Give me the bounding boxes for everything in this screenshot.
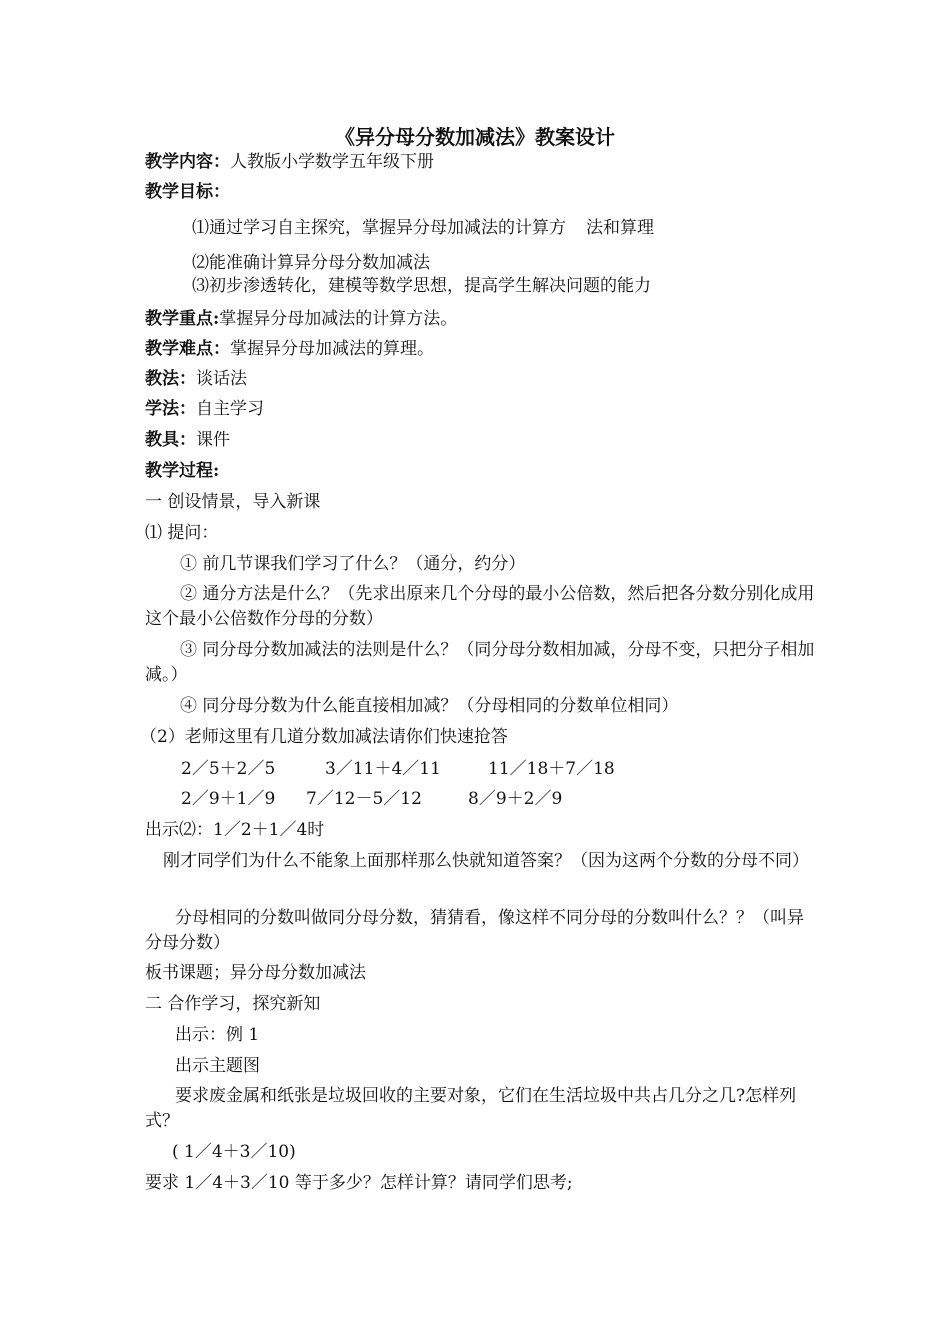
show-theme-image: 出示主题图 bbox=[175, 1056, 260, 1076]
page-title: 《异分母分数加减法》教案设计 bbox=[335, 125, 615, 149]
quick-answer-prompt: （2）老师这里有几道分数加减法请你们快速抢答 bbox=[140, 727, 508, 747]
content-label: 教学内容： bbox=[145, 152, 230, 172]
paragraph-3: 要求废金属和纸张是垃圾回收的主要对象，它们在生活垃圾中共占几分之几?怎样列式？ bbox=[145, 1086, 797, 1131]
process-label: 教学过程: bbox=[145, 461, 220, 481]
difficulty-line bbox=[145, 337, 434, 361]
goals-label: 教学目标： bbox=[145, 182, 230, 202]
key-value: 掌握异分母加减法的计算方法。 bbox=[219, 309, 458, 329]
question-4: ④ 同分母分数为什么能直接相加减？（分母相同的分数单位相同） bbox=[180, 696, 679, 716]
question-3: ③ 同分母分数加减法的法则是什么？（同分母分数相加减，分母不变，只把分子相加减。） bbox=[145, 640, 815, 685]
tools-line bbox=[145, 428, 230, 452]
section1-heading: 一 创设情景，导入新课 bbox=[145, 492, 321, 512]
formula-line: ( 1／4＋3／10) bbox=[172, 1142, 296, 1162]
key-label: 教学重点: bbox=[145, 309, 220, 329]
show-example-2: 出示⑵：1／2＋1／4时 bbox=[145, 820, 325, 840]
key-line bbox=[145, 307, 457, 331]
study-value: 自主学习 bbox=[196, 399, 264, 419]
goal-item-1-cont: 法和算理 bbox=[586, 218, 654, 238]
tools-value: 课件 bbox=[196, 430, 230, 450]
difficulty-value: 掌握异分母加减法的算理。 bbox=[230, 339, 434, 359]
goal-item-1 bbox=[192, 216, 654, 240]
paragraph-1: 刚才同学们为什么不能象上面那样那么快就知道答案？（因为这两个分数的分母不同） bbox=[163, 851, 809, 871]
exercise-2-3: 8／9＋2／9 bbox=[468, 789, 563, 809]
board-title: 板书课题；异分母分数加减法 bbox=[145, 963, 366, 983]
section2-heading: 二 合作学习，探究新知 bbox=[145, 994, 321, 1014]
study-label: 学法： bbox=[145, 399, 196, 419]
section1-ask: ⑴ 提问： bbox=[145, 523, 219, 543]
question-2: ② 通分方法是什么？（先求出原来几个分母的最小公倍数，然后把各分数分别化成用这个最小公倍数作分母的分数） bbox=[145, 584, 815, 629]
method-label: 教法： bbox=[145, 369, 196, 389]
study-line bbox=[145, 397, 264, 421]
exercise-2-2: 7／12－5／12 bbox=[306, 789, 422, 809]
method-line bbox=[145, 367, 247, 391]
exercise-1-2: 3／11＋4／11 bbox=[325, 759, 441, 779]
exercise-1-3: 11／18＋7／18 bbox=[488, 759, 615, 779]
tools-label: 教具： bbox=[145, 430, 196, 450]
paragraph-4: 要求 1／4＋3／10 等于多少？怎样计算？请同学们思考; bbox=[145, 1173, 573, 1193]
question-1: ① 前几节课我们学习了什么？（通分，约分） bbox=[180, 554, 526, 574]
goal-item-3: ⑶初步渗透转化，建模等数学思想，提高学生解决问题的能力 bbox=[192, 276, 651, 296]
goal-item-2: ⑵能准确计算异分母分数加减法 bbox=[192, 253, 430, 273]
paragraph-2: 分母相同的分数叫做同分母分数，猜猜看，像这样不同分母的分数叫什么？？（叫异分母分数） bbox=[145, 908, 804, 953]
content-line bbox=[145, 150, 434, 174]
exercise-1-1: 2／5＋2／5 bbox=[181, 759, 276, 779]
content-value: 人教版小学数学五年级下册 bbox=[230, 152, 434, 172]
difficulty-label: 教学难点： bbox=[145, 339, 230, 359]
exercise-2-1: 2／9＋1／9 bbox=[181, 789, 276, 809]
goal-item-1-text: ⑴通过学习自主探究，掌握异分母加减法的计算方 bbox=[192, 218, 566, 238]
method-value: 谈话法 bbox=[196, 369, 247, 389]
show-example-1: 出示：例 1 bbox=[175, 1025, 260, 1045]
